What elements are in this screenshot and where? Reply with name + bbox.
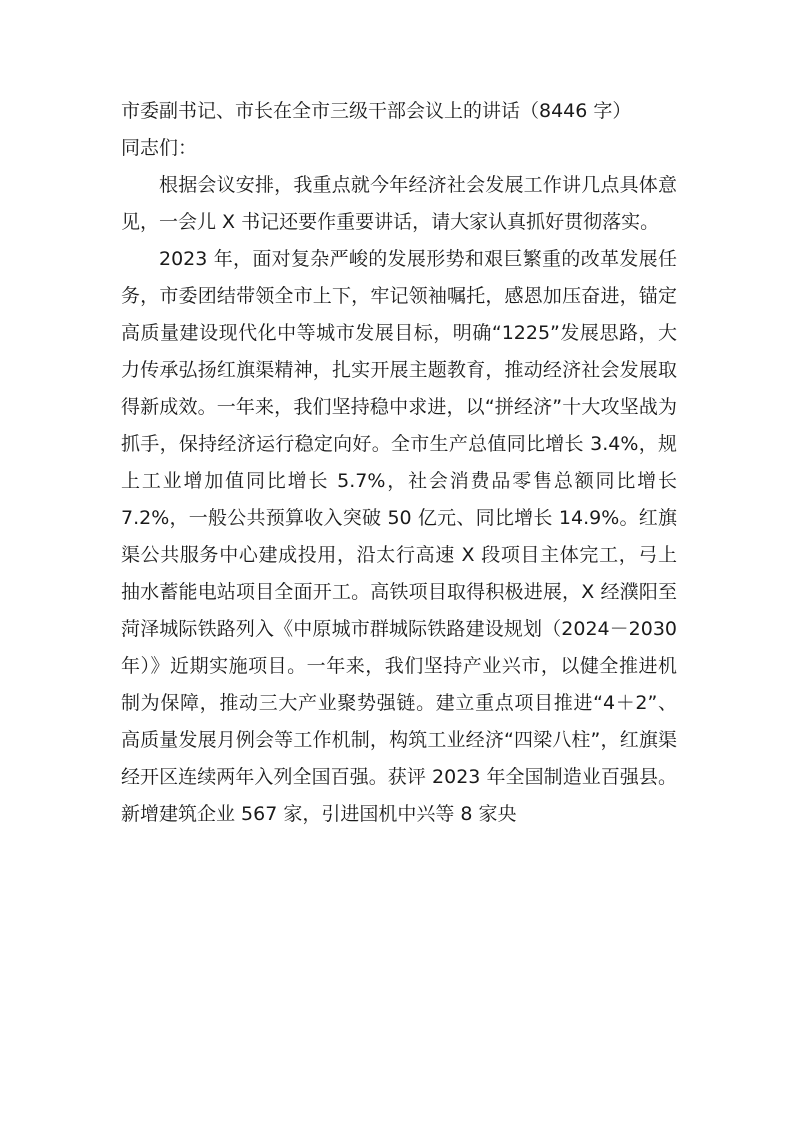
- document-title: 市委副书记、市长在全市三级干部会议上的讲话（8446 字）: [121, 100, 632, 122]
- salutation: 同志们：: [121, 137, 198, 159]
- paragraph-1: 根据会议安排，我重点就今年经济社会发展工作讲几点具体意见，一会儿 X 书记还要作重要讲话，请大家认真抓好贯彻落实。: [121, 174, 677, 233]
- paragraph-2: 2023 年，面对复杂严峻的发展形势和艰巨繁重的改革发展任务，市委团结带领全市上下，牢记领袖嘱托，感恩加压奋进，锚定高质量建设现代化中等城市发展目标，明确“1225”发展思路，大力传承弘扬红旗渠精神，扎实开展主题教育，推动经济社会发展取得新成效。一年来，我们坚持稳中求进，以“拼经济”十大攻坚战为抓手，保持经济运行稳定向好。全市生产总值同比增长 3.4%，规上工业增加值同比增长 5.7%，社会消费品零售总额同比增长 7.2%，一般公共预算收入突破 50 亿元、同比增长 14.9%。红旗渠公共服务中心建成投用，沿太行高速 X 段项目主体完工，弓上抽水蓄能电站项目全面开工。高铁项目取得积极进展，X 经濮阳至菏泽城际铁路列入《中原城市群城际铁路建设规划（2024－2030 年）》近期实施项目。一年来，我们坚持产业兴市，以健全推进机制为保障，推动三大产业聚势强链。建立重点项目推进“4＋2”、高质量发展月例会等工作机制，构筑工业经济“四梁八柱”，红旗渠经开区连续两年入列全国百强。获评 2023 年全国制造业百强县。新增建筑企业 567 家，引进国机中兴等 8 家央: [121, 248, 677, 825]
- document-body: [121, 93, 677, 833]
